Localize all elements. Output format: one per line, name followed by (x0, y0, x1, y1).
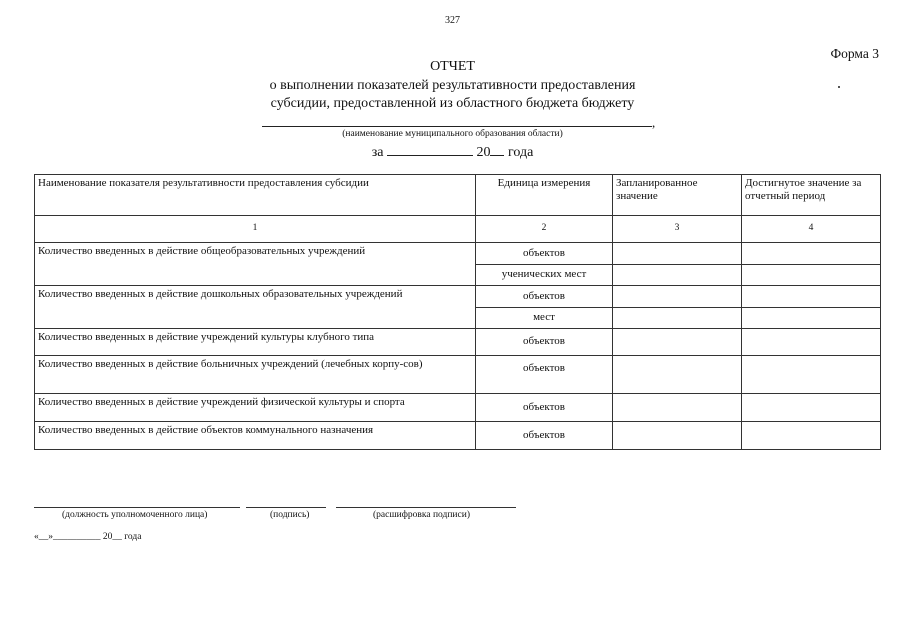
planned-value-cell[interactable] (613, 356, 742, 394)
table-row (35, 422, 881, 450)
indicator-name: Количество введенных в действие учреждений культуры клубного типа (35, 329, 476, 356)
achieved-value-cell[interactable] (742, 329, 881, 356)
planned-value-cell[interactable] (613, 394, 742, 422)
unit-cell: ученических мест (476, 265, 613, 286)
unit-cell: объектов (476, 329, 613, 356)
indicator-name: Количество введенных в действие больничных учреждений (лечебных корпу-сов) (35, 356, 476, 394)
page-number: 327 (445, 15, 460, 26)
indicator-name: Количество введенных в действие дошкольных образовательных учреждений (35, 286, 476, 329)
header-planned-value: Запланированное значение (613, 175, 742, 216)
table-header-row (35, 175, 881, 216)
planned-value-cell[interactable] (613, 308, 742, 329)
table-row (35, 329, 881, 356)
period-month-blank (387, 143, 473, 156)
achieved-value-cell[interactable] (742, 286, 881, 308)
unit-cell: объектов (476, 394, 613, 422)
signature-line (246, 507, 326, 508)
table-row (35, 356, 881, 394)
unit-cell: мест (476, 308, 613, 329)
period-suffix: года (507, 145, 534, 160)
unit-cell: объектов (476, 286, 613, 308)
unit-cell: объектов (476, 422, 613, 450)
report-subtitle-line1: о выполнении показателей результативности предоставления (269, 78, 636, 93)
unit-cell: объектов (476, 356, 613, 394)
indicator-name: Количество введенных в действие объектов коммунального назначения (35, 422, 476, 450)
period-year-blank (490, 143, 504, 156)
planned-value-cell[interactable] (613, 286, 742, 308)
report-period (0, 143, 905, 161)
achieved-value-cell[interactable] (742, 308, 881, 329)
table-row (35, 286, 881, 308)
column-number: 4 (742, 216, 881, 243)
header-unit: Единица измерения (476, 175, 613, 216)
achieved-value-cell[interactable] (742, 243, 881, 265)
achieved-value-cell[interactable] (742, 422, 881, 450)
column-number: 2 (476, 216, 613, 243)
planned-value-cell[interactable] (613, 265, 742, 286)
table-row (35, 243, 881, 265)
report-title: ОТЧЕТ (430, 59, 475, 74)
column-number: 3 (613, 216, 742, 243)
achieved-value-cell[interactable] (742, 265, 881, 286)
indicator-name: Количество введенных в действие учреждений физической культуры и спорта (35, 394, 476, 422)
achieved-value-cell[interactable] (742, 356, 881, 394)
header-achieved-value: Достигнутое значение за отчетный период (742, 175, 881, 216)
indicators-table (34, 174, 881, 450)
form-label: Форма 3 (830, 46, 879, 61)
column-number: 1 (35, 216, 476, 243)
decoding-signature-line (336, 507, 516, 508)
header-indicator-name: Наименование показателя результативности предоставления субсидии (35, 175, 476, 216)
municipality-comma: , (652, 115, 656, 130)
indicator-name: Количество введенных в действие общеобразовательных учреждений (35, 243, 476, 286)
column-number-row (35, 216, 881, 243)
signature-date-line: «__»__________ 20__ года (34, 532, 142, 542)
decoding-caption: (расшифровка подписи) (373, 510, 470, 520)
unit-cell: объектов (476, 243, 613, 265)
period-prefix: за (371, 145, 384, 160)
planned-value-cell[interactable] (613, 329, 742, 356)
planned-value-cell[interactable] (613, 422, 742, 450)
position-caption: (должность уполномоченного лица) (62, 510, 208, 520)
table-row (35, 394, 881, 422)
planned-value-cell[interactable] (613, 243, 742, 265)
signature-caption: (подпись) (270, 510, 310, 520)
report-subtitle-line2: субсидии, предоставленной из областного бюджета бюджету (270, 96, 635, 111)
municipality-blank-line (262, 126, 652, 127)
municipality-caption: (наименование муниципального образования области) (342, 129, 563, 139)
position-signature-line (34, 507, 240, 508)
period-year-prefix: 20 (476, 145, 491, 160)
achieved-value-cell[interactable] (742, 394, 881, 422)
